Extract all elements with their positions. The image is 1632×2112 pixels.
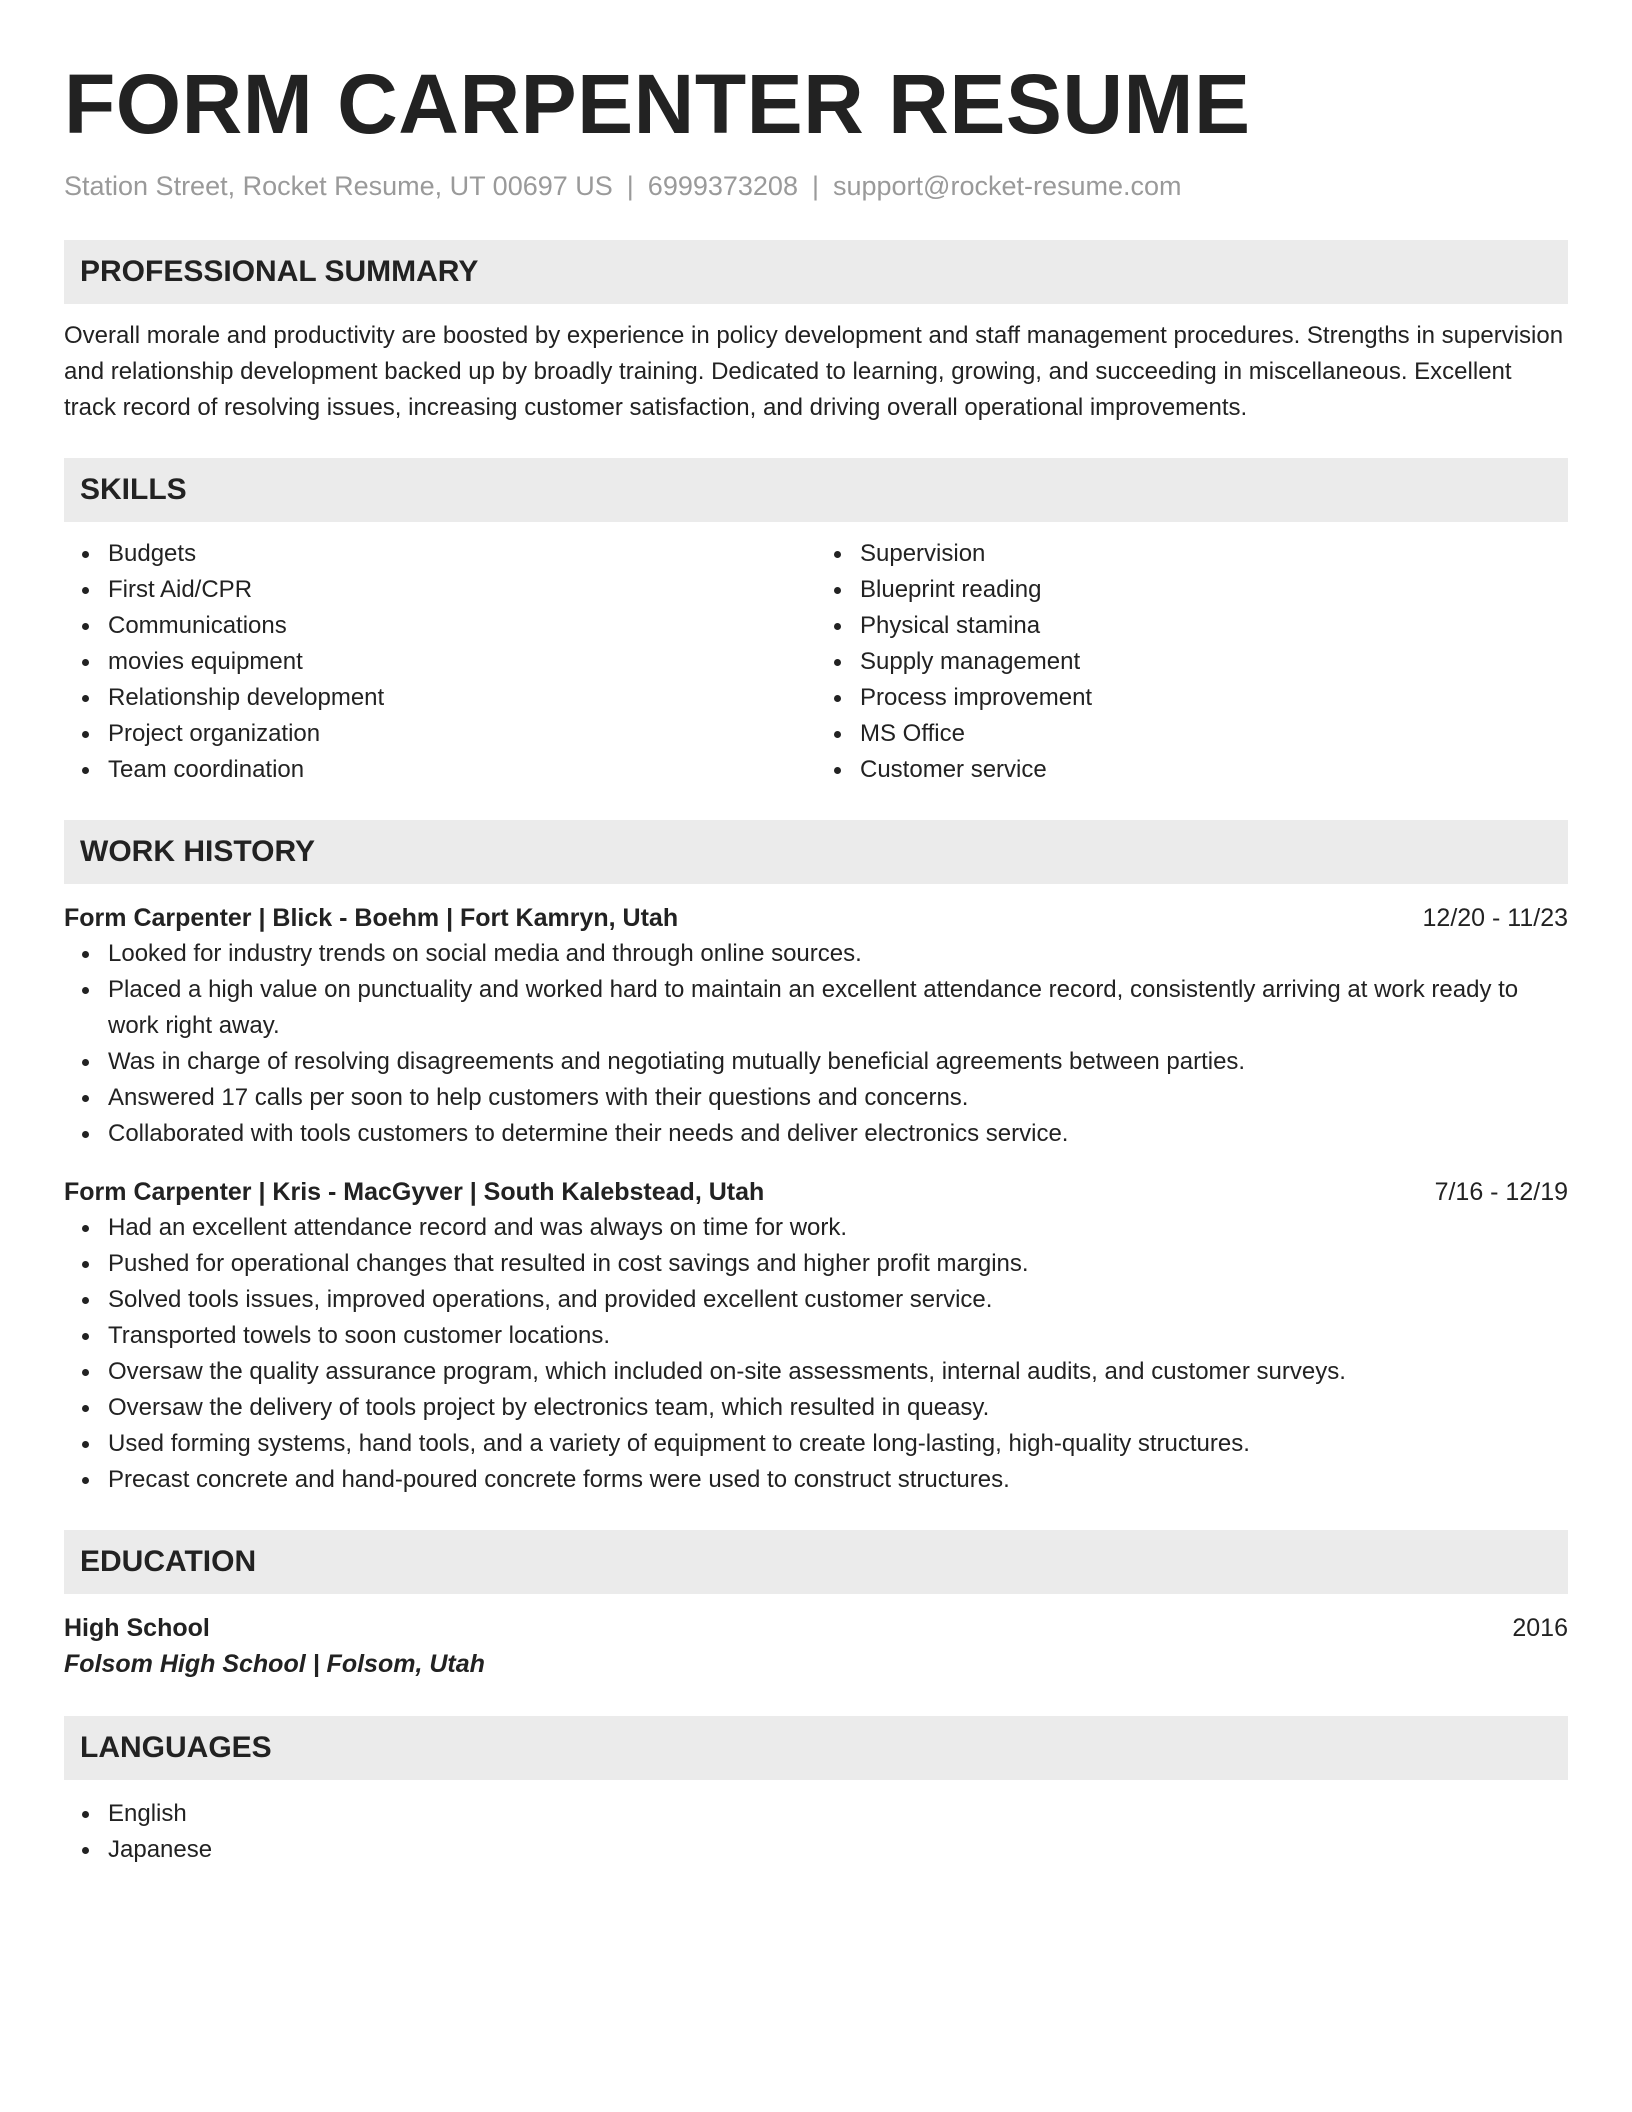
skill-item: Supply management <box>816 644 1568 680</box>
job-bullet: Answered 17 calls per soon to help customers with their questions and concerns. <box>64 1080 1568 1116</box>
skills-column-right <box>816 536 1568 788</box>
education-year: 2016 <box>1512 1614 1568 1642</box>
job-entry <box>64 900 1568 1152</box>
job-bullet: Was in charge of resolving disagreements and negotiating mutually beneficial agreements between parties. <box>64 1044 1568 1080</box>
skill-item: Project organization <box>64 716 816 752</box>
skill-item: Physical stamina <box>816 608 1568 644</box>
job-bullet: Solved tools issues, improved operations, and provided excellent customer service. <box>64 1282 1568 1318</box>
job-entry <box>64 1174 1568 1498</box>
languages-list <box>64 1796 1568 1868</box>
education-school: Folsom High School | Folsom, Utah <box>64 1650 485 1678</box>
job-dates: 12/20 - 11/23 <box>1422 904 1568 932</box>
job-bullet: Placed a high value on punctuality and worked hard to maintain an excellent attendance record, consistently arriving at work ready to work right away. <box>64 972 1568 1044</box>
skill-item: Budgets <box>64 536 816 572</box>
skill-item: Process improvement <box>816 680 1568 716</box>
education-entry <box>64 1610 1568 1646</box>
job-dates: 7/16 - 12/19 <box>1434 1178 1568 1206</box>
languages-heading: LANGUAGES <box>64 1716 1568 1780</box>
job-title: Form Carpenter | Blick - Boehm | Fort Kamryn, Utah <box>64 904 679 932</box>
skill-item: Team coordination <box>64 752 816 788</box>
summary-heading: PROFESSIONAL SUMMARY <box>64 240 1568 304</box>
skill-item: First Aid/CPR <box>64 572 816 608</box>
job-bullet: Used forming systems, hand tools, and a variety of equipment to create long-lasting, high-quality structures. <box>64 1426 1568 1462</box>
skill-item: Supervision <box>816 536 1568 572</box>
education-degree: High School <box>64 1614 210 1642</box>
skill-item: movies equipment <box>64 644 816 680</box>
contact-address: Station Street, Rocket Resume, UT 00697 US <box>64 171 613 201</box>
contact-email: support@rocket-resume.com <box>832 171 1182 201</box>
job-title: Form Carpenter | Kris - MacGyver | South Kalebstead, Utah <box>64 1178 765 1206</box>
job-bullet: Had an excellent attendance record and was always on time for work. <box>64 1210 1568 1246</box>
contact-separator: | <box>626 171 634 201</box>
summary-text: Overall morale and productivity are boosted by experience in policy development and staff management procedures. Strengths in supervision and relationship development backed up by broadly training. Dedicated to learning, growing, and succeeding in miscellaneous. Excellent track record of resolving issues, increasing customer satisfaction, and driving overall operational improvements. <box>64 322 1564 421</box>
education-heading: EDUCATION <box>64 1530 1568 1594</box>
contact-phone: 6999373208 <box>647 171 798 201</box>
work-heading: WORK HISTORY <box>64 820 1568 884</box>
resume-title: FORM CARPENTER RESUME <box>64 57 1251 151</box>
contact-separator: | <box>811 171 819 201</box>
job-bullet: Oversaw the delivery of tools project by electronics team, which resulted in queasy. <box>64 1390 1568 1426</box>
job-bullet: Transported towels to soon customer locations. <box>64 1318 1568 1354</box>
language-item: Japanese <box>64 1832 1568 1868</box>
skill-item: Communications <box>64 608 816 644</box>
job-bullets <box>64 936 1568 1152</box>
skill-item: Relationship development <box>64 680 816 716</box>
job-bullet: Looked for industry trends on social media and through online sources. <box>64 936 1568 972</box>
job-bullet: Pushed for operational changes that resulted in cost savings and higher profit margins. <box>64 1246 1568 1282</box>
skills-list <box>64 536 1568 788</box>
skill-item: Blueprint reading <box>816 572 1568 608</box>
contact-line <box>64 168 1568 204</box>
language-item: English <box>64 1796 1568 1832</box>
job-bullet: Collaborated with tools customers to determine their needs and deliver electronics service. <box>64 1116 1568 1152</box>
skills-column-left <box>64 536 816 788</box>
skills-heading: SKILLS <box>64 458 1568 522</box>
job-bullets <box>64 1210 1568 1498</box>
job-bullet: Precast concrete and hand-poured concrete forms were used to construct structures. <box>64 1462 1568 1498</box>
skill-item: MS Office <box>816 716 1568 752</box>
skill-item: Customer service <box>816 752 1568 788</box>
job-bullet: Oversaw the quality assurance program, which included on-site assessments, internal audits, and customer surveys. <box>64 1354 1568 1390</box>
